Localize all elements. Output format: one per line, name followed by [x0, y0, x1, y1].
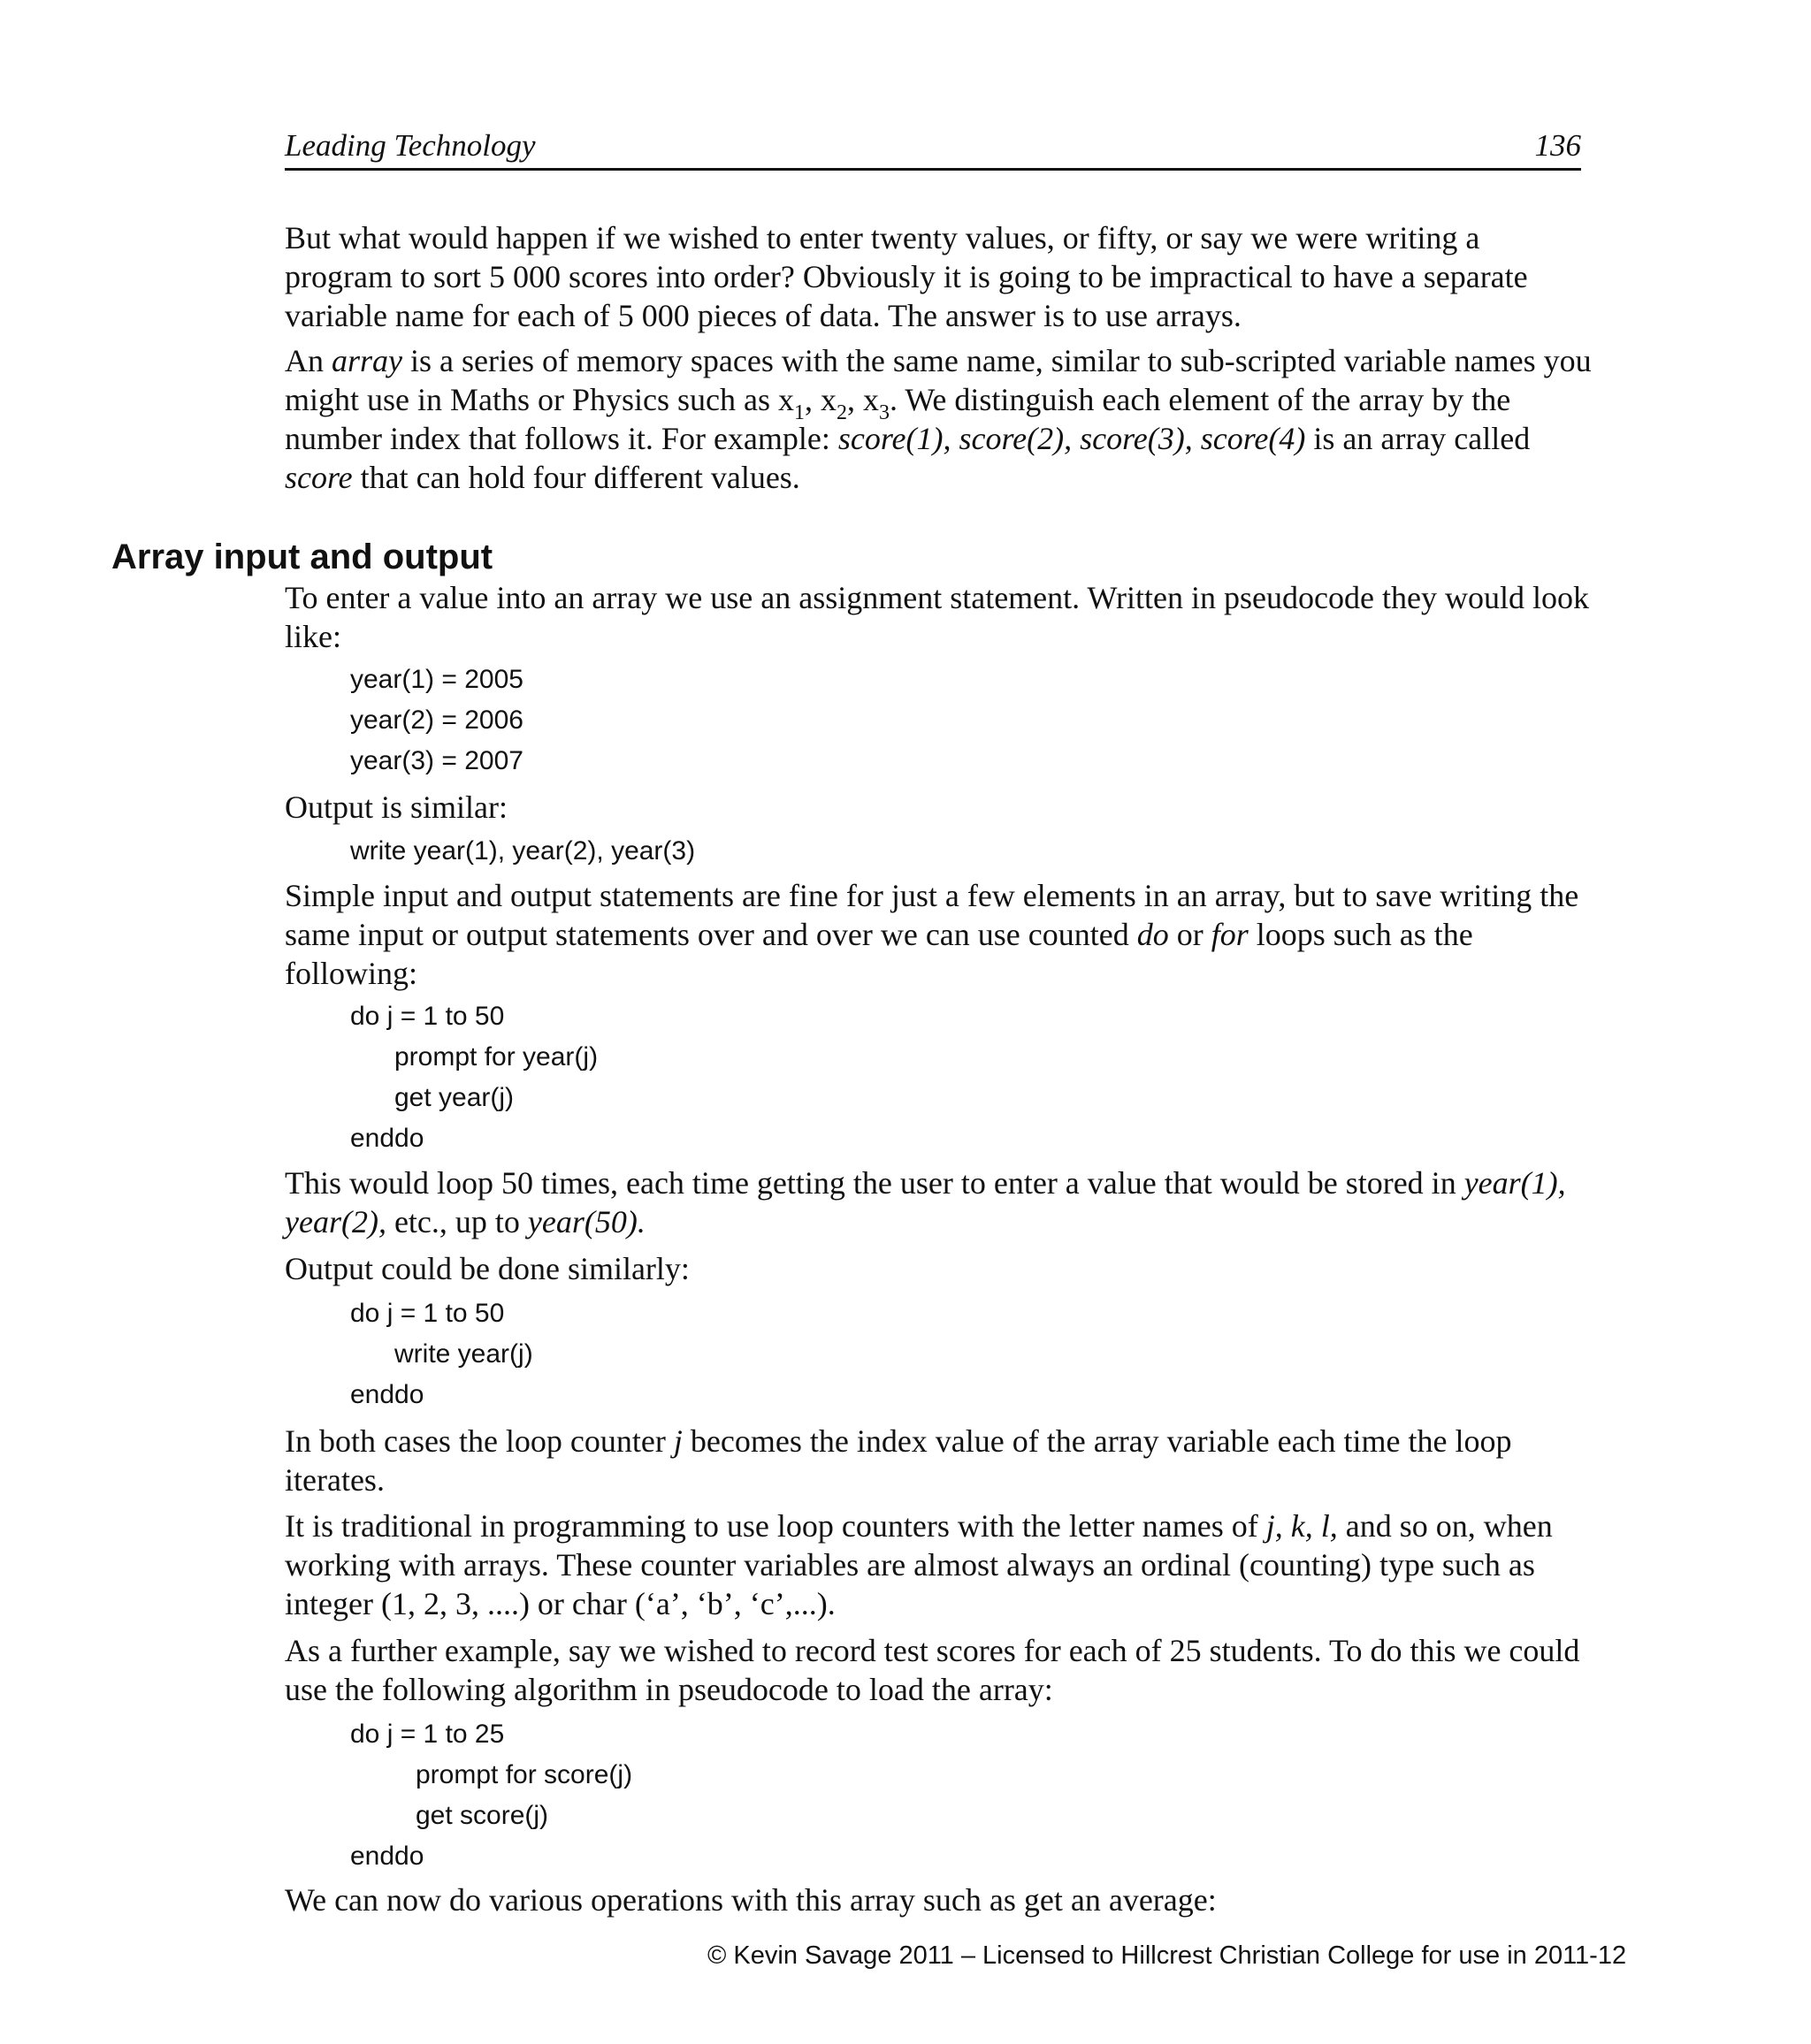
code-line: do j = 1 to 50: [350, 1002, 505, 1031]
code-line: enddo: [350, 1124, 424, 1153]
code-line: year(3) = 2007: [350, 746, 523, 775]
paragraph-loops: Simple input and output statements are fine for just a few elements in an array, but to save writing the same input or output statements over and over we can use counted do or for loops such as the following:: [285, 878, 1579, 991]
header-title: Leading Technology: [285, 128, 536, 163]
section-heading: Array input and output: [111, 538, 493, 576]
code-line: year(1) = 2005: [350, 665, 523, 694]
paragraph-intro: But what would happen if we wished to enter twenty values, or fifty, or say we were writing a program to sort 5 000 scores into order? Obviously it is going to be impractical to have a separate variable name for each of 5 000 pieces of data. The answer is to use arrays.: [285, 220, 1528, 333]
copyright-footer: © Kevin Savage 2011 – Licensed to Hillcrest Christian College for use in 2011-12: [707, 1941, 1627, 1970]
paragraph-further-example: As a further example, say we wished to record test scores for each of 25 students. To do this we could use the following algorithm in pseudocode to load the array:: [285, 1633, 1580, 1707]
code-line: enddo: [350, 1380, 424, 1409]
paragraph-assignment: To enter a value into an array we use an assignment statement. Written in pseudocode they would look like:: [285, 580, 1589, 654]
paragraph-array-definition: An array is a series of memory spaces with the same name, similar to sub-scripted variable names you might use in Maths or Physics such as $x_1$, $x_2$, $x_3$. We distinguish each element of the array by the number index that follows it. For example: score(1), score(2), score(3), score(4) is an array called score that can hold four different values.: [285, 343, 1592, 495]
code-line: get year(j): [394, 1083, 515, 1112]
code-line: enddo: [350, 1842, 424, 1871]
code-line: get score(j): [416, 1801, 549, 1830]
code-line: year(2) = 2006: [350, 705, 523, 735]
paragraph-output-similar: Output could be done similarly:: [285, 1251, 690, 1286]
paragraph-loop-explanation: This would loop 50 times, each time getting the user to enter a value that would be stored in year(1), year(2), etc., up to year(50).: [285, 1165, 1566, 1239]
code-line: do j = 1 to 25: [350, 1720, 505, 1749]
code-line: prompt for year(j): [394, 1042, 599, 1072]
code-line: prompt for score(j): [416, 1760, 633, 1789]
paragraph-loop-counter: In both cases the loop counter j becomes the index value of the array variable each time the loop iterates.: [285, 1423, 1512, 1498]
code-line: write year(1), year(2), year(3): [350, 836, 696, 866]
code-line: write year(j): [394, 1339, 533, 1369]
code-line: do j = 1 to 50: [350, 1299, 505, 1328]
page-number: 136: [1534, 128, 1581, 163]
paragraph-average: We can now do various operations with this array such as get an average:: [285, 1882, 1217, 1918]
paragraph-output: Output is similar:: [285, 789, 508, 825]
running-header: [285, 124, 1581, 171]
paragraph-traditional: It is traditional in programming to use loop counters with the letter names of j, k, l, and so on, when working with arrays. These counter variables are almost always an ordinal (counting) type such as integer (1, 2, 3, ....) or char (‘a’, ‘b’, ‘c’,...).: [285, 1508, 1553, 1621]
